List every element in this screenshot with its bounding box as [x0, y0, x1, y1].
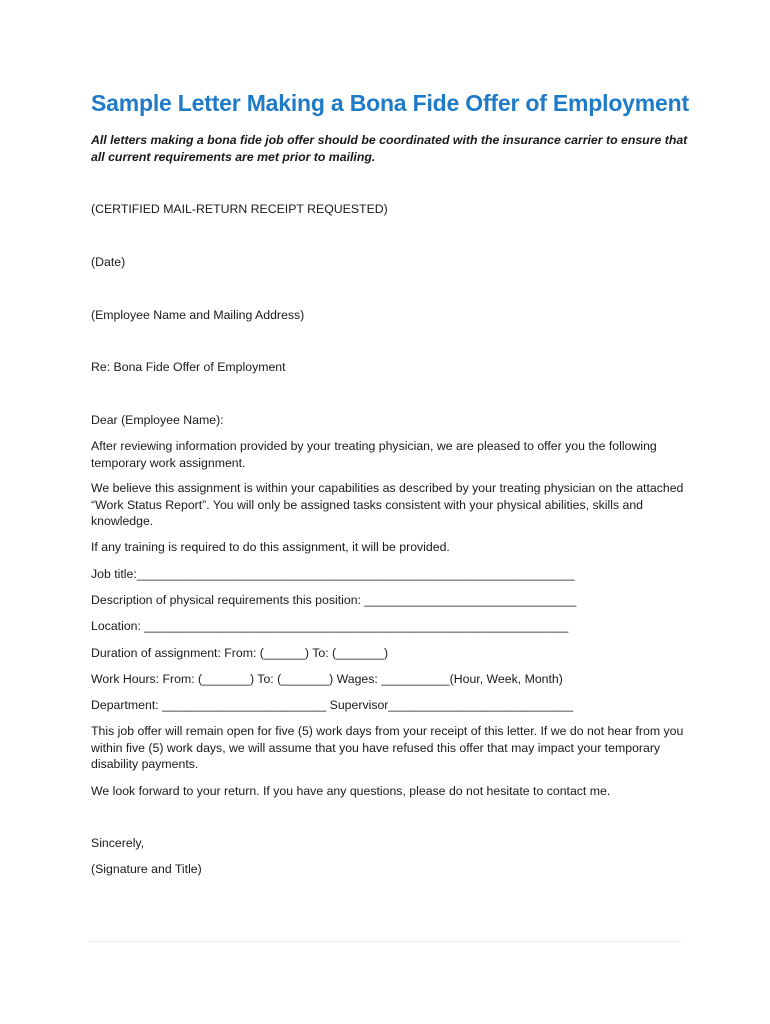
paragraph-closing-remark: We look forward to your return. If you have any questions, please do not hesitate to contact me.	[91, 784, 611, 798]
paragraph-offer-deadline: This job offer will remain open for five (5) work days from your receipt of this letter. If we do not hear from you within five (5) work days, we will assume that you have refused this offer that may impact your temporary disability payments.	[91, 724, 684, 771]
signature-line: (Signature and Title)	[91, 862, 202, 876]
paragraph-capabilities: We believe this assignment is within your capabilities as described by your treating physician on the attached “Work Status Report”. You will only be assigned tasks consistent with your physical abilities, skills and knowledge.	[91, 481, 684, 528]
intro-note: All letters making a bona fide job offer should be coordinated with the insurance carrier to ensure that all current requirements are met prior to mailing.	[91, 133, 688, 164]
certified-mail-line: (CERTIFIED MAIL-RETURN RECEIPT REQUESTED)	[91, 202, 388, 216]
paragraph-intro-offer: After reviewing information provided by your treating physician, we are pleased to offer you the following temporary work assignment.	[91, 439, 657, 470]
department-field: Department: ________________________ Supervisor___________________________	[91, 698, 574, 712]
work-hours-field: Work Hours: From: (_______) To: (_______) Wages: __________(Hour, Week, Month)	[91, 672, 563, 686]
location-field: Location: ______________________________________________________________	[91, 619, 569, 633]
duration-field: Duration of assignment: From: (______) To: (_______)	[91, 646, 389, 660]
job-title-field: Job title:________________________________________________________________	[91, 567, 575, 581]
employee-address-line: (Employee Name and Mailing Address)	[91, 308, 305, 322]
physical-requirements-field: Description of physical requirements this position: _______________________________	[91, 593, 577, 607]
paragraph-training: If any training is required to do this assignment, it will be provided.	[91, 540, 450, 554]
closing: Sincerely,	[91, 836, 145, 850]
salutation: Dear (Employee Name):	[91, 413, 224, 427]
re-line: Re: Bona Fide Offer of Employment	[91, 360, 286, 374]
document-title: Sample Letter Making a Bona Fide Offer of Employment	[91, 90, 689, 116]
date-line: (Date)	[91, 255, 126, 269]
footer-divider	[90, 941, 682, 942]
